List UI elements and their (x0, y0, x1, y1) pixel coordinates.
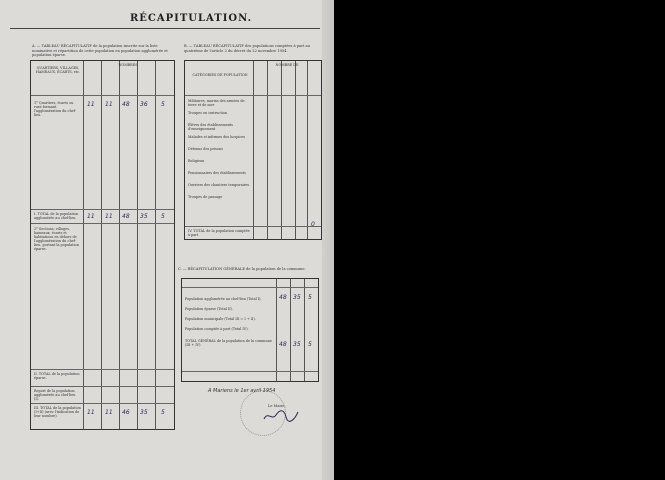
section-a-row-label: II. TOTAL de la population éparse. (34, 372, 80, 380)
section-c-row-label: Population municipale (Total III = I + II). (185, 317, 256, 321)
section-c-cell: 48 (279, 341, 287, 348)
section-c-cell: 35 (293, 341, 301, 348)
section-a-cell: 11 (87, 409, 95, 416)
section-b-row: Militaires, marins des armées de terre et de mer (188, 99, 245, 107)
section-b-row: Pensionnaires des établissements (188, 171, 246, 175)
section-b-heading: B. — TABLEAU RÉCAPITULATIF des populations comptées à part au quatrième de l'article 2 du décret du 22 novembre 1954. (184, 44, 310, 53)
section-a-cell: 35 (140, 409, 148, 416)
section-a-cell: 11 (105, 101, 113, 108)
section-a-cell: 11 (105, 409, 113, 416)
title-rule (10, 28, 320, 29)
section-a-row-label: Report de la population agglomérée au chef-lieu (I). (34, 389, 76, 401)
section-a-cell: 5 (161, 213, 165, 220)
section-b-row: Détenus des prisons (188, 147, 223, 151)
section-a-row-label: 2° Sections, villages, hameaux, écarts et habitations en dehors de l'agglomération du chef-lieu, portant la population éparse. (34, 227, 79, 251)
section-b-total-value: 0 (311, 221, 315, 228)
section-b-table (184, 60, 322, 240)
section-a-cell: 5 (161, 101, 165, 108)
section-a-col-group: NOMBRES (118, 63, 138, 67)
section-c-cell: 5 (308, 341, 312, 348)
section-a-cell: 36 (140, 101, 148, 108)
section-b-total-label: IV. TOTAL de la population comptée à part (188, 229, 250, 237)
section-a-row-label: I. TOTAL de la population agglomérée au chef-lieu. (34, 212, 79, 220)
section-a-cell: 11 (87, 101, 95, 108)
section-c-cell: 5 (308, 294, 312, 301)
section-a-table (30, 60, 175, 430)
section-b-col-name: CATÉGORIES DE POPULATION (192, 73, 248, 77)
place-date: A Mariens le 1er avril 1954 (208, 388, 276, 394)
section-b-row: Religieux (188, 159, 205, 163)
section-a-cell: 48 (122, 101, 130, 108)
section-a-cell: 35 (140, 213, 148, 220)
section-a-row-label: 1° Quartiers, écarts ou rues formant l'agglomération du chef-lieu. (34, 101, 76, 117)
section-c-row-label: TOTAL GÉNÉRAL de la population de la commune (III + IV). (185, 339, 272, 347)
section-c-cell: 35 (293, 294, 301, 301)
section-c-row-label: Population éparse (Total II). (185, 307, 234, 311)
section-a-cell: 46 (122, 409, 130, 416)
mayor-signature (262, 407, 300, 425)
mayor-label: Le Maire, (268, 404, 286, 408)
section-b-row: Troupes de passage (188, 195, 223, 199)
section-c-row-label: Population agglomérée au chef-lieu (Total I). (185, 297, 262, 301)
section-b-note (184, 242, 320, 246)
section-b-row: Malades et infirmes des hospices (188, 135, 246, 139)
section-a-cell: 11 (105, 213, 113, 220)
page-title: RÉCAPITULATION. (130, 13, 253, 24)
page-fold (322, 0, 334, 480)
section-a-cell: 5 (161, 409, 165, 416)
section-c-heading: C. — RÉCAPITULATION GÉNÉRALE de la population de la commune. (178, 267, 306, 271)
section-a-row-label: III. TOTAL de la population (I+II) (avec l'indication de leur nombre). (34, 406, 81, 418)
section-b-col-group: NOMBRE DE (275, 63, 299, 67)
section-a-cell: 48 (122, 213, 130, 220)
section-c-cell: 48 (279, 294, 287, 301)
section-a-heading: A. — TABLEAU RÉCAPITULATIF de la population inscrite sur la liste nominative et répartition de cette population en population agglomérée et population éparse. (32, 44, 168, 57)
section-c-table (181, 278, 319, 382)
section-c-row-label: Population comptée à part (Total IV). (185, 327, 249, 331)
section-b-row: Troupes en instruction (188, 111, 228, 115)
section-b-row: Ouvriers des chantiers temporaires (188, 183, 250, 187)
section-b-row: Élèves des établissements d'enseignement (188, 123, 234, 131)
section-a-cell: 11 (87, 213, 95, 220)
section-a-col-names: QUARTIERS, VILLAGES, HAMEAUX, ÉCARTS, etc. (35, 66, 81, 74)
